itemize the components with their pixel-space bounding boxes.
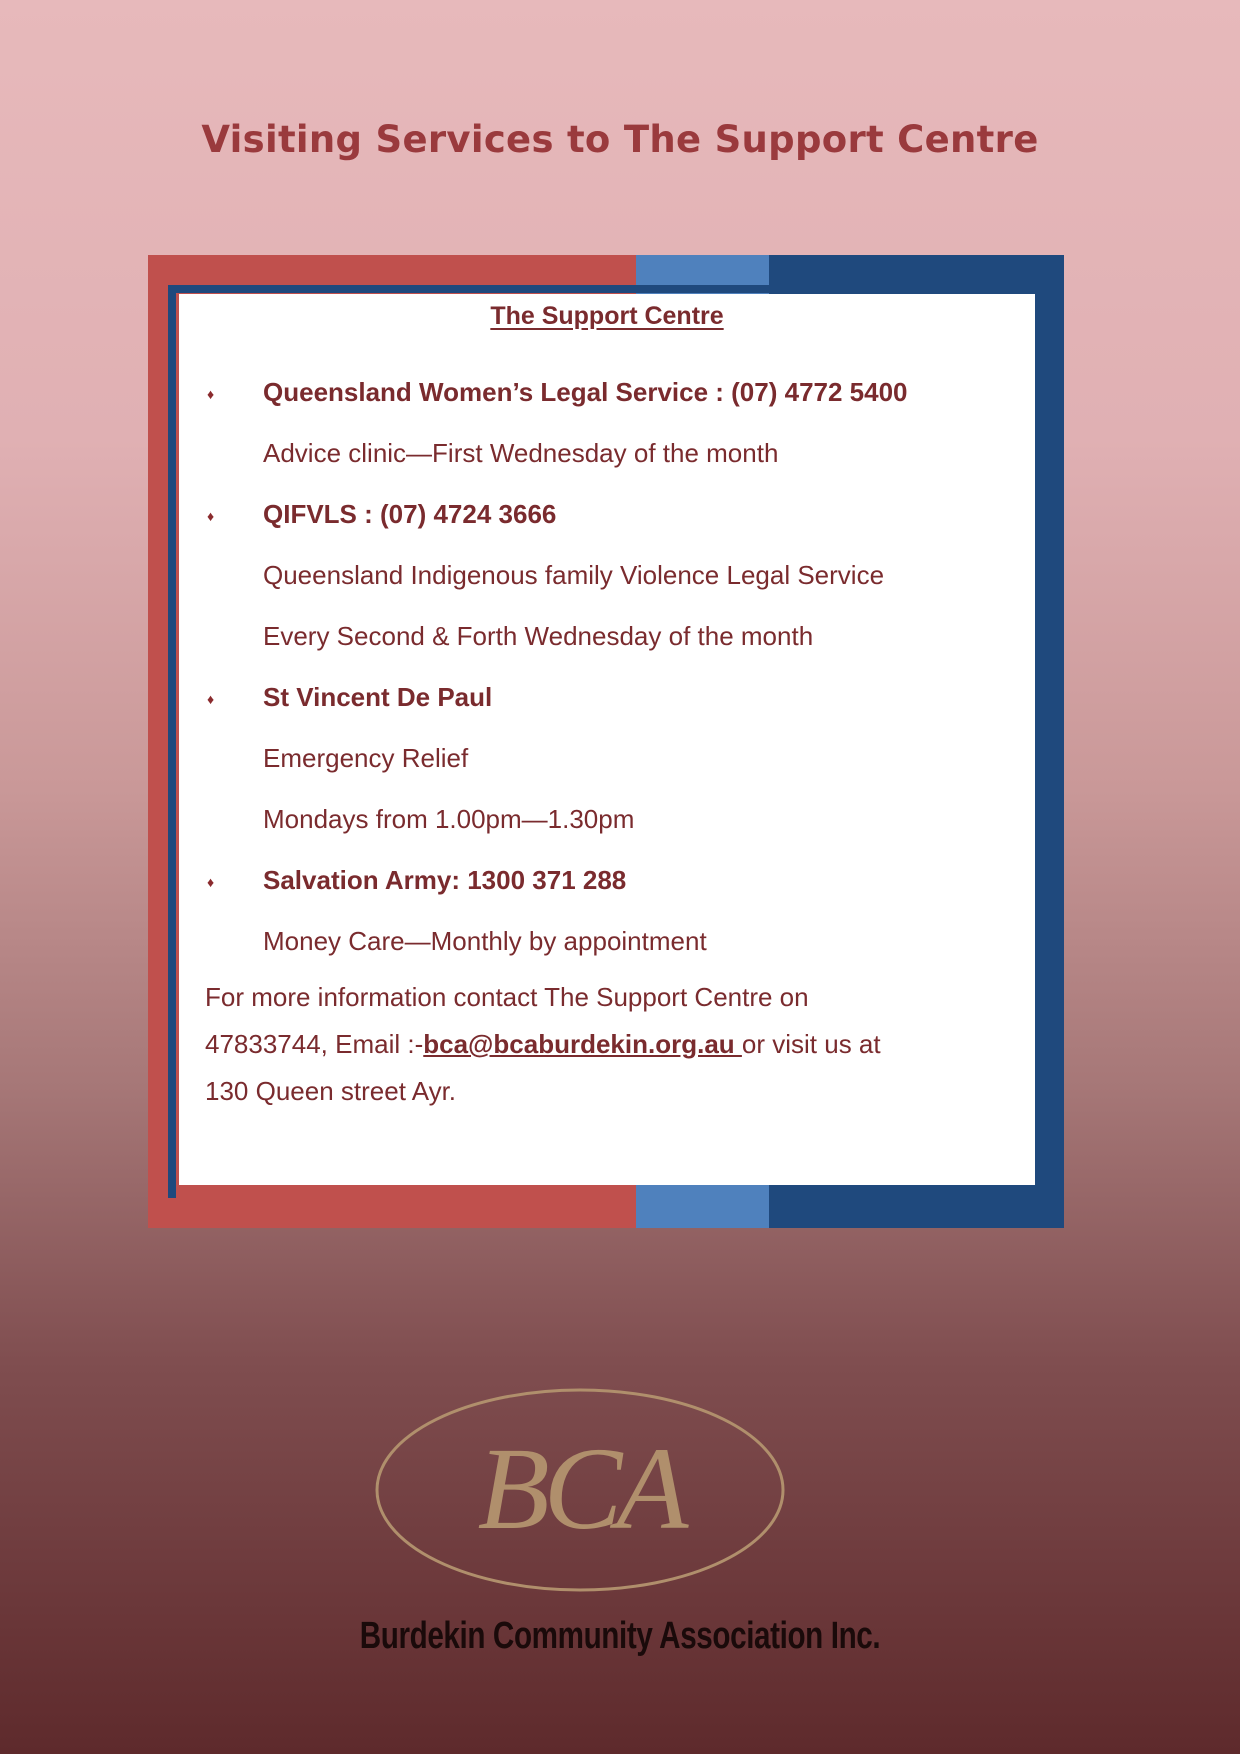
panel-heading: The Support Centre [490,302,724,330]
contact-visit-suffix: or visit us at [741,1029,881,1059]
service-detail: Emergency Relief [263,743,469,773]
diamond-bullet-icon: ♦ [207,508,215,524]
service-detail: Mondays from 1.00pm—1.30pm [263,804,635,834]
diamond-bullet-icon: ♦ [207,691,215,707]
service-detail: Every Second & Forth Wednesday of the month [263,621,814,651]
service-name: St Vincent De Paul [263,682,493,712]
service-name-row [179,484,1035,545]
services-panel [179,294,1035,1185]
service-detail: Advice clinic—First Wednesday of the month [263,438,779,468]
diamond-bullet-icon: ♦ [207,874,215,890]
frame-inner-top-border [168,285,1044,293]
contact-info [205,974,1015,1115]
bca-logo [370,1380,790,1600]
contact-address: 130 Queen street Ayr. [205,1076,457,1106]
service-name-row [179,667,1035,728]
organization-name: Burdekin Community Association Inc. [359,1615,881,1657]
contact-line-1: For more information contact The Support Centre on [205,982,809,1012]
contact-phone-prefix: 47833744, Email :- [205,1029,424,1059]
service-detail: Money Care—Monthly by appointment [263,926,707,956]
service-name: Queensland Women’s Legal Service : (07) 4772 5400 [263,377,908,407]
diamond-bullet-icon: ♦ [207,386,215,402]
service-name-row [179,850,1035,911]
service-item [179,484,1035,667]
service-detail: Queensland Indigenous family Violence Legal Service [263,560,885,590]
service-item [179,667,1035,850]
service-name: QIFVLS : (07) 4724 3666 [263,499,557,529]
service-item [179,362,1035,484]
services-list [179,362,1035,972]
email-link[interactable]: bca@bcaburdekin.org.au [423,1029,742,1059]
frame-inner-left-border [168,285,176,1198]
page-title: Visiting Services to The Support Centre [201,118,1039,161]
logo-monogram: BCA [477,1423,683,1554]
service-item [179,850,1035,972]
service-name: Salvation Army: 1300 371 288 [263,865,627,895]
service-name-row [179,362,1035,423]
